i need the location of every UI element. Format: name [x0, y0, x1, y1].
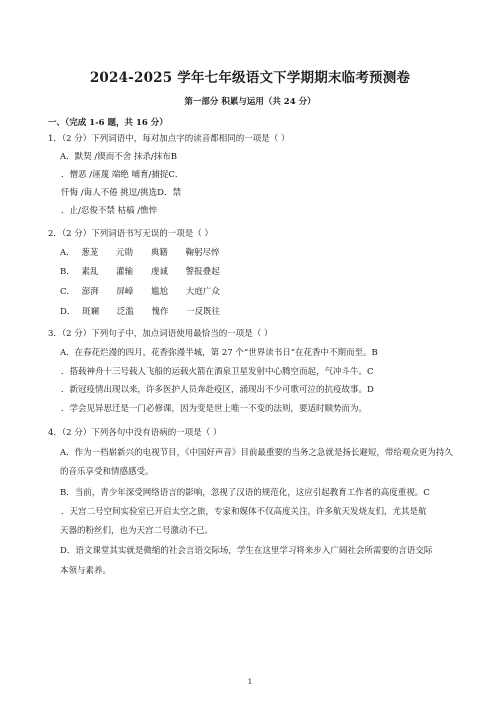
q3-line-3: ．新冠疫情出现以来，许多医护人员奔赴疫区，涌现出不少可歌可泣的抗疫故事。D: [61, 385, 374, 395]
q2-option-b: B． 素乱 灌输 虔诚 警报叠起: [60, 267, 220, 277]
q1-line-1: A．默契 /锲而不舍 抹杀/抹布B: [60, 152, 178, 162]
q3-line-2: ．搭载神舟十三号载人飞船的运载火箭在酒泉卫星发射中心腾空而起，气冲斗牛。C: [61, 367, 374, 377]
q1-line-2: ．憎恶 /诬蔑 端绝 哺育/捕捉C．: [61, 170, 184, 180]
q2-option-d: D． 斑斓 泛滥 愧作 一反既往: [60, 307, 221, 317]
exam-title: 2024-2025 学年七年级语文下学期期末临考预测卷: [89, 70, 411, 86]
q4-line-5: 天器的粉丝们，也为天宫二号激动不已。: [60, 526, 214, 536]
q2-option-c: C． 澎湃 屏嶂 尴尬 大庭广众: [60, 287, 220, 297]
q3-stem: 3．（2 分）下列句子中，加点词语使用最恰当的一项是（ ）: [48, 329, 273, 339]
q4-line-7: 本领与素养。: [60, 566, 112, 576]
q2-option-a: A． 葱茏 元勋 典籍 鞠躬尽悴: [60, 248, 220, 258]
q4-line-2: 的音乐享受和情感感受。: [60, 467, 154, 477]
q1-line-3: 忏悔 /诲人不倦 挑逗/挑选D．禁: [61, 188, 181, 198]
q1-stem: 1．（2 分）下列词语中，每对加点字的读音都相同的一项是（ ）: [48, 134, 290, 144]
part-title: 第一部分 积累与运用（共 24 分）: [184, 97, 316, 107]
q4-line-4: ．天宫二号空间实验室已开启太空之旅，专家和媒体不仅高度关注，许多航天发烧友们，尤其是航: [61, 507, 427, 517]
q3-line-1: A．在春花烂漫的四月，花香弥漫半城，第 27 个“世界读书日”在花香中不期而至。B: [60, 348, 378, 358]
q4-stem: 4．（2 分）下列各句中没有语病的一项是（ ）: [48, 428, 222, 438]
q2-stem: 2．（2 分）下列词语书写无误的一项是（ ）: [48, 229, 213, 239]
q3-line-4: ．学会见异思迁是一门必修课，因为变是世上唯一不变的法则，要适时顺势而为。: [61, 404, 368, 414]
q1-line-4: ．止/忍俊不禁 枯槁 /憔悴: [61, 206, 158, 216]
section-title: 一、（完成 1-6 题，共 16 分）: [48, 118, 168, 128]
q4-line-3: B．当前，青少年深受网络语言的影响，忽视了汉语的规范化，这应引起教育工作者的高度重视。C: [60, 488, 430, 498]
page-number: 1: [247, 677, 253, 686]
q4-line-6: D．语文课堂其实就是微缩的社会言语交际场，学生在这里学习将来步入广阔社会所需要的言语交际: [60, 546, 433, 556]
q4-line-1: A．作为一档崭新兴的电视节目，《中国好声音》目前最重要的当务之急就是扬长避短，带给观众更为持久: [60, 448, 453, 458]
